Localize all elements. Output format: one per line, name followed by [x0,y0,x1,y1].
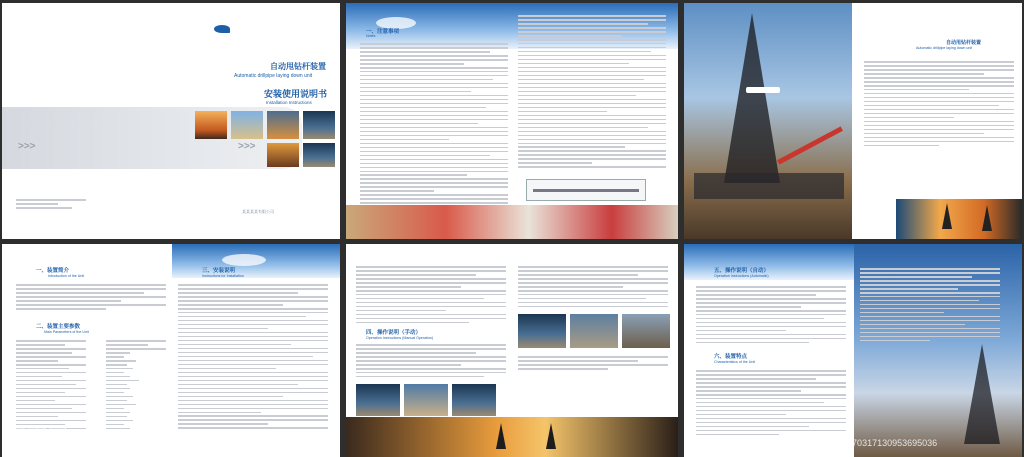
auto-title: 五、操作说明（自动） [714,268,770,274]
manual-col-right-2 [518,356,668,372]
watermark-logo: 昵享网 [6,424,69,448]
cover-title-cn: 自动甩钻杆装置 [270,62,326,71]
auto-text [696,286,846,346]
sec1-text [16,284,166,312]
sec1-title: 一、装置简介 [36,268,70,274]
manual-photo-5 [570,314,618,348]
notes-diagram [526,179,646,201]
page3-title-cn: 自动甩钻杆装置 [946,40,982,46]
derrick-platform [694,173,844,199]
cover-footer-lines [16,199,86,211]
manual-photo-6 [622,314,670,348]
notes-flags [346,205,678,239]
manual-photo-4 [518,314,566,348]
page3-title-en: Automatic drillpipe laying down unit [916,46,973,50]
cover-arrows-right: >>> [238,141,256,152]
page3-text [864,61,1014,149]
manual-photo-2 [404,384,448,416]
cloud-2 [222,254,266,266]
auto-sky [684,244,854,280]
pump-jack-1 [942,203,952,229]
page3-sunset-strip [896,199,1022,239]
features-title: 六、装置特点 [714,354,748,360]
notes-col-left [360,43,508,222]
manual-photo-1 [356,384,400,416]
auto-page [684,244,1022,457]
sec3-text [178,284,328,431]
params-list-left [16,340,86,432]
manual-col-left-top [356,266,506,326]
manual-sunset-strip [346,417,678,457]
sec2-sub: Main Parameters of the Unit [44,330,89,334]
derrick-page [684,3,1022,239]
manual-sub: Operation Instructions (Manual Operation) [366,336,434,340]
sec2-title: 二、装置主要参数 [36,324,81,330]
watermark-id: ID:4499230 NO:20170317130953695036 [772,438,938,448]
pump-jack-3 [496,423,506,449]
cover-subtitle-cn: 安装使用说明书 [264,89,328,99]
cover-photo-3 [267,111,299,139]
features-sub: Characteristics of the Unit [714,360,756,364]
manual-col-left-bottom [356,344,506,380]
pump-jack-2 [982,205,992,231]
sec3-sub: Instructions for Installation [202,274,244,278]
derrick-logo [746,87,780,93]
notes-heading: 一、注意事项 [366,29,400,35]
manual-photo-3 [452,384,496,416]
auto-overlay-text [860,268,1000,344]
manual-page [346,244,678,457]
params-list-right [106,340,166,432]
watermark-site: www.nipic.com [74,430,141,441]
cover-footer: 某某某某有限公司 [242,209,274,214]
manual-col-right [518,266,668,310]
features-text [696,370,846,438]
sec1-sub: Introduction of the Unit [48,274,85,278]
cover-arrows-left: >>> [18,141,36,152]
cover-photo-5 [267,143,299,167]
cover-photo-1 [195,111,227,139]
cover-subtitle-en: Installation Instructions [266,100,312,105]
manual-title: 四、操作说明（手动） [366,330,422,336]
pump-jack-4 [546,423,556,449]
cover-photo-2 [231,111,263,139]
cover-photo-4 [303,111,335,139]
derrick-tower [724,13,780,183]
notes-page [346,3,678,239]
cover-photo-6 [303,143,335,167]
cover-title-en: Automatic drillpipe laying down unit [234,73,313,79]
cover-bird-logo [214,25,230,33]
auto-rig-tower [964,344,1000,444]
notes-heading-en: Notes [366,34,376,38]
notes-col-right [518,15,666,170]
sec3-title: 三、安装说明 [202,268,236,274]
auto-sub: Operation Instructions (Automatic) [714,274,769,278]
cover-page [2,3,340,239]
